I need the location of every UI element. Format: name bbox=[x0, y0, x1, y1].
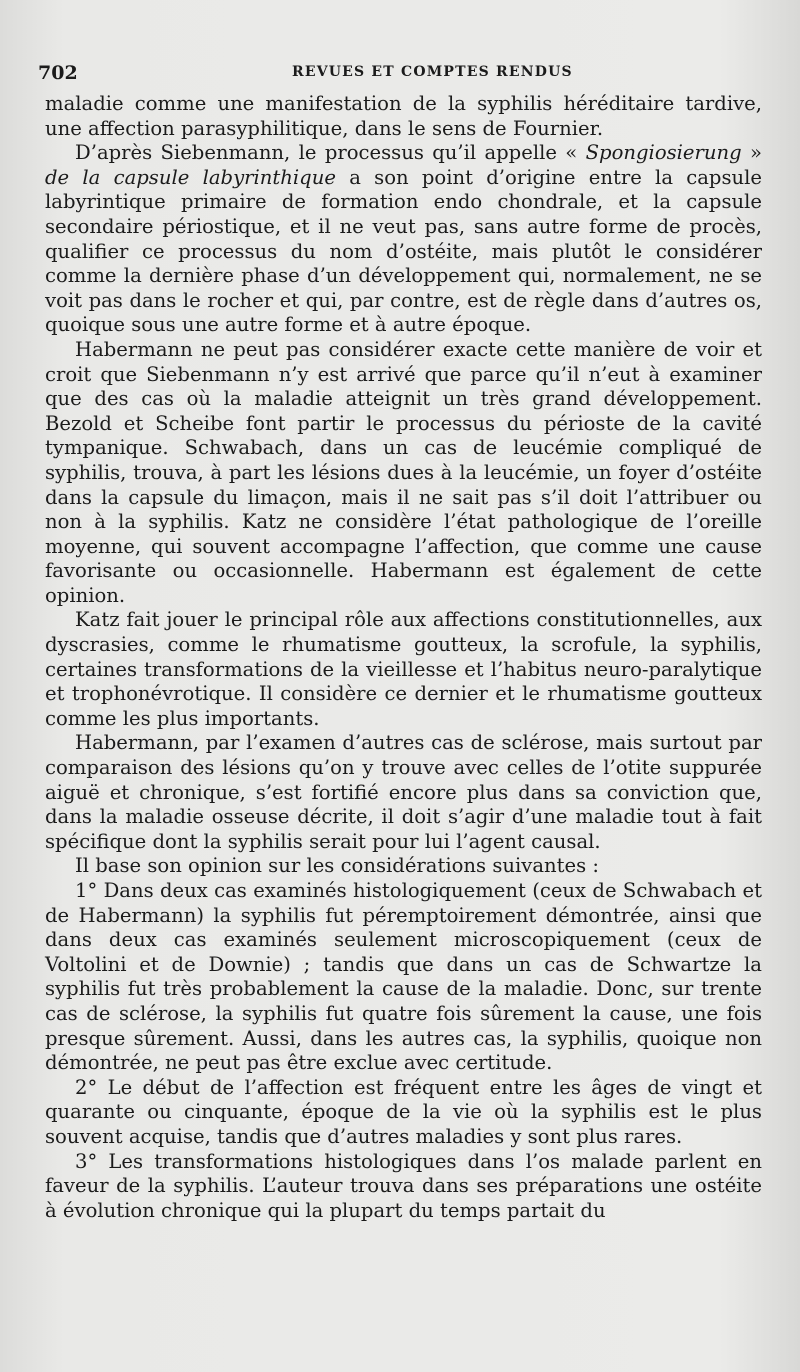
text-run: D’après Siebenmann, le processus qu’il appelle « bbox=[75, 141, 586, 165]
text-run: Katz fait jouer le principal rôle aux affections constitutionnelles, aux dyscrasies, comme le rhumatisme goutteux, la scrofule, la syphilis, certaines transformations de la vieillesse et l’habitus neuro-paralytique et trophonévrotique. Il considère ce dernier et le rhumatisme goutteux comme les plus importants. bbox=[45, 608, 762, 730]
text-run: 1° Dans deux cas examinés histologiquement (ceux de Schwabach et de Habermann) la syphilis fut péremptoirement démontrée, ainsi que dans deux cas examinés seulement microscopiquement (ceux de Voltolini et de Downie) ; tandis que dans un cas de Schwartze la syphilis fut très probablement la cause de la maladie. Donc, sur trente cas de sclérose, la syphilis fut quatre fois sûrement la cause, une fois presque sûrement. Aussi, dans les autres cas, la syphilis, quoique non démontrée, ne peut pas être exclue avec certitude. bbox=[45, 879, 762, 1075]
text-run: Habermann ne peut pas considérer exacte cette manière de voir et croit que Siebenmann n’y est arrivé que parce qu’il n’eut à examiner que des cas où la maladie atteignit un très grand développement. Bezold et Scheibe font partir le processus du périoste de la cavité tympanique. Schwabach, dans un cas de leucémie compliqué de syphilis, trouva, à part les lésions dues à la leucémie, un foyer d’ostéite dans la capsule du limaçon, mais il ne sait pas s’il doit l’attribuer ou non à la syphilis. Katz ne considère l’état pathologique de l’oreille moyenne, qui souvent accompagne l’affection, que comme une cause favorisante ou occasionnelle. Habermann est également de cette opinion. bbox=[45, 337, 762, 607]
text-run: a son point d’origine entre la capsule labyrintique primaire de formation endo chondrale, et la capsule secondaire périostique, et il ne veut pas, sans autre forme de procès, qualifier ce processus du nom d’ostéite, mais plutôt le considérer comme la dernière phase d’un développement qui, normalement, ne se voit pas dans le rocher et qui, par contre, est de règle dans d’autres os, quoique sous une autre forme et à autre époque. bbox=[45, 165, 763, 337]
text-run: Habermann, par l’examen d’autres cas de sclérose, mais surtout par comparaison des lésions qu’on y trouve avec celles de l’otite suppurée aiguë et chronique, s’est fortifié encore plus dans sa conviction que, dans la maladie osseuse décrite, il doit s’agir d’une maladie tout à fait spécifique dont la syphilis serait pour lui l’agent causal. bbox=[45, 731, 762, 853]
paragraph bbox=[45, 608, 762, 731]
italic-text: de la capsule labyrinthique bbox=[45, 165, 336, 189]
text-run: » bbox=[741, 141, 763, 165]
paragraph bbox=[45, 338, 762, 609]
running-head: REVUES ET COMPTES RENDUS bbox=[292, 64, 573, 80]
paragraph bbox=[45, 92, 762, 141]
text-run: maladie comme une manifestation de la syphilis héréditaire tardive, une affection parasyphilitique, dans le sens de Fournier. bbox=[45, 92, 762, 140]
italic-text: Spongiosierung bbox=[585, 141, 742, 165]
page-number: 702 bbox=[38, 62, 78, 84]
text-run: 2° Le début de l’affection est fréquent entre les âges de vingt et quarante ou cinquante, époque de la vie où la syphilis est le plus souvent acquise, tandis que d’autres maladies y sont plus rares. bbox=[45, 1075, 762, 1148]
paragraph bbox=[45, 731, 762, 854]
paragraph bbox=[45, 879, 762, 1076]
body-text bbox=[45, 92, 762, 1223]
page-header bbox=[38, 52, 762, 92]
paragraph bbox=[45, 1076, 762, 1150]
text-run: 3° Les transformations histologiques dans l’os malade parlent en faveur de la syphilis. L’auteur trouva dans ses préparations une ostéite à évolution chronique qui la plupart du temps partait du bbox=[45, 1149, 762, 1222]
text-run: Il base son opinion sur les considérations suivantes : bbox=[75, 854, 599, 878]
paragraph bbox=[45, 141, 762, 338]
paragraph bbox=[45, 1150, 762, 1224]
paragraph bbox=[45, 854, 762, 879]
